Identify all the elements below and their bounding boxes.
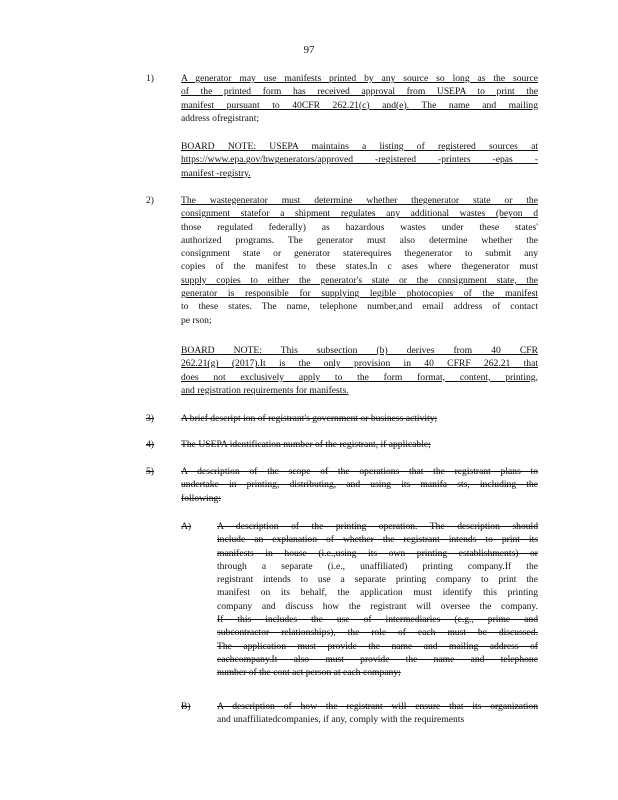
text-line: https://www.epa.gov/hwgenerators/approved -registered -printers -epas -	[181, 154, 538, 166]
text-line: supply copies to either the generator's state or the consignment state, the	[181, 274, 538, 286]
text-line: A generator may use manifests printed by any source so long as the source	[181, 73, 538, 84]
text-line: address ofregistrant;	[181, 112, 260, 124]
text-line: If this includes the use of intermediaries (e.g., prime and	[217, 614, 538, 626]
text-line: consignment statefor a shipment regulates any additional wastes (beyon d	[181, 208, 538, 220]
text-line: and registration requirements for manifests.	[181, 384, 349, 396]
text-line: manifest pursuant to 40CFR 262.21(c) and(e). The name and mailing	[181, 99, 538, 111]
text-line: undertake in printing, distributing, and using its manifa sts, including the	[181, 479, 538, 491]
text-line: through a separate (i.e., unaffiliated) printing company.If the	[217, 560, 538, 572]
text-line: of the printed form has received approval from USEPA to print the	[181, 86, 538, 98]
text-line: to these states. The name, telephone number,and email address of contact	[181, 301, 538, 313]
item-body	[181, 465, 538, 505]
item-body	[181, 412, 538, 425]
text-line: A description of how the registrant will ensure that its organization	[217, 701, 538, 712]
text-line: 262.21(g) (2017).It is the only provision in 40 CFRF 262.21 that	[181, 358, 538, 370]
text-line: BOARD NOTE: This subsection (b) derives from 40 CFR	[181, 345, 538, 356]
text-line: The application must provide the name and mailing address of	[217, 640, 538, 652]
text-line: BOARD NOTE: USEPA maintains a listing of registered sources at	[181, 141, 538, 152]
item-body	[181, 194, 538, 327]
text-line: consignment state or generator staterequires thegenerator to submit any	[181, 248, 538, 260]
item-body	[217, 700, 538, 727]
item-number: 4)	[146, 439, 154, 450]
item-number: 5)	[146, 466, 154, 477]
item-number: B)	[181, 701, 191, 712]
text-line: A description of the printing operation. The description should	[217, 521, 538, 532]
item-number: 2)	[146, 195, 154, 206]
text-line: The wastegenerator must determine whether thegenerator state or the	[181, 195, 538, 206]
text-line: The USEPA identification number of the registrant, if applicable;	[181, 439, 431, 450]
item-body	[217, 520, 538, 680]
item-number: A)	[181, 521, 192, 532]
text-line: manifest on its behalf, the application must identify this printing	[217, 587, 538, 599]
text-line: subcontractor relationships), the role of each must be discussed.	[217, 627, 538, 639]
text-line: pe rson;	[181, 314, 212, 326]
page-number: 97	[303, 44, 315, 56]
text-line: A description of the scope of the operations that the registrant plans to	[181, 466, 538, 477]
item-number: 1)	[146, 73, 154, 84]
text-line: those regulated federally) as hazardous wastes under these states'	[181, 221, 538, 233]
text-line: company and discuss how the registrant will oversee the company.	[217, 600, 538, 612]
board-note-2	[181, 344, 538, 397]
text-line: generator is responsible for supplying legible photocopies of the manifest	[181, 288, 538, 300]
text-line: number of the cont act person at each company;	[217, 667, 401, 679]
text-line: following:	[181, 492, 221, 504]
text-line: eachcompany.It also must provide the name and telephone	[217, 653, 538, 665]
item-number: 3)	[146, 413, 154, 424]
text-line: manifests in house (i.e.,using its own printing establishments) or	[217, 547, 538, 559]
text-line: authorized programs. The generator must also determine whether the	[181, 234, 538, 246]
text-line: manifest -registry.	[181, 167, 251, 179]
board-note-1	[181, 140, 538, 180]
text-line: and unaffiliatedcompanies, if any, comply with the requirements	[217, 714, 465, 726]
text-line: does not exclusively apply to the form format, content, printing,	[181, 371, 538, 383]
text-line: registrant intends to use a separate printing company to print the	[217, 574, 538, 586]
text-line: include an explanation of whether the registrant intends to print its	[217, 534, 538, 546]
item-body	[181, 72, 538, 125]
item-body	[181, 438, 538, 451]
text-line: copies of the manifest to these states.In c ases where thegenerator must	[181, 261, 538, 273]
text-line: A brief descript ion of registrant's government or business activity;	[181, 413, 438, 424]
